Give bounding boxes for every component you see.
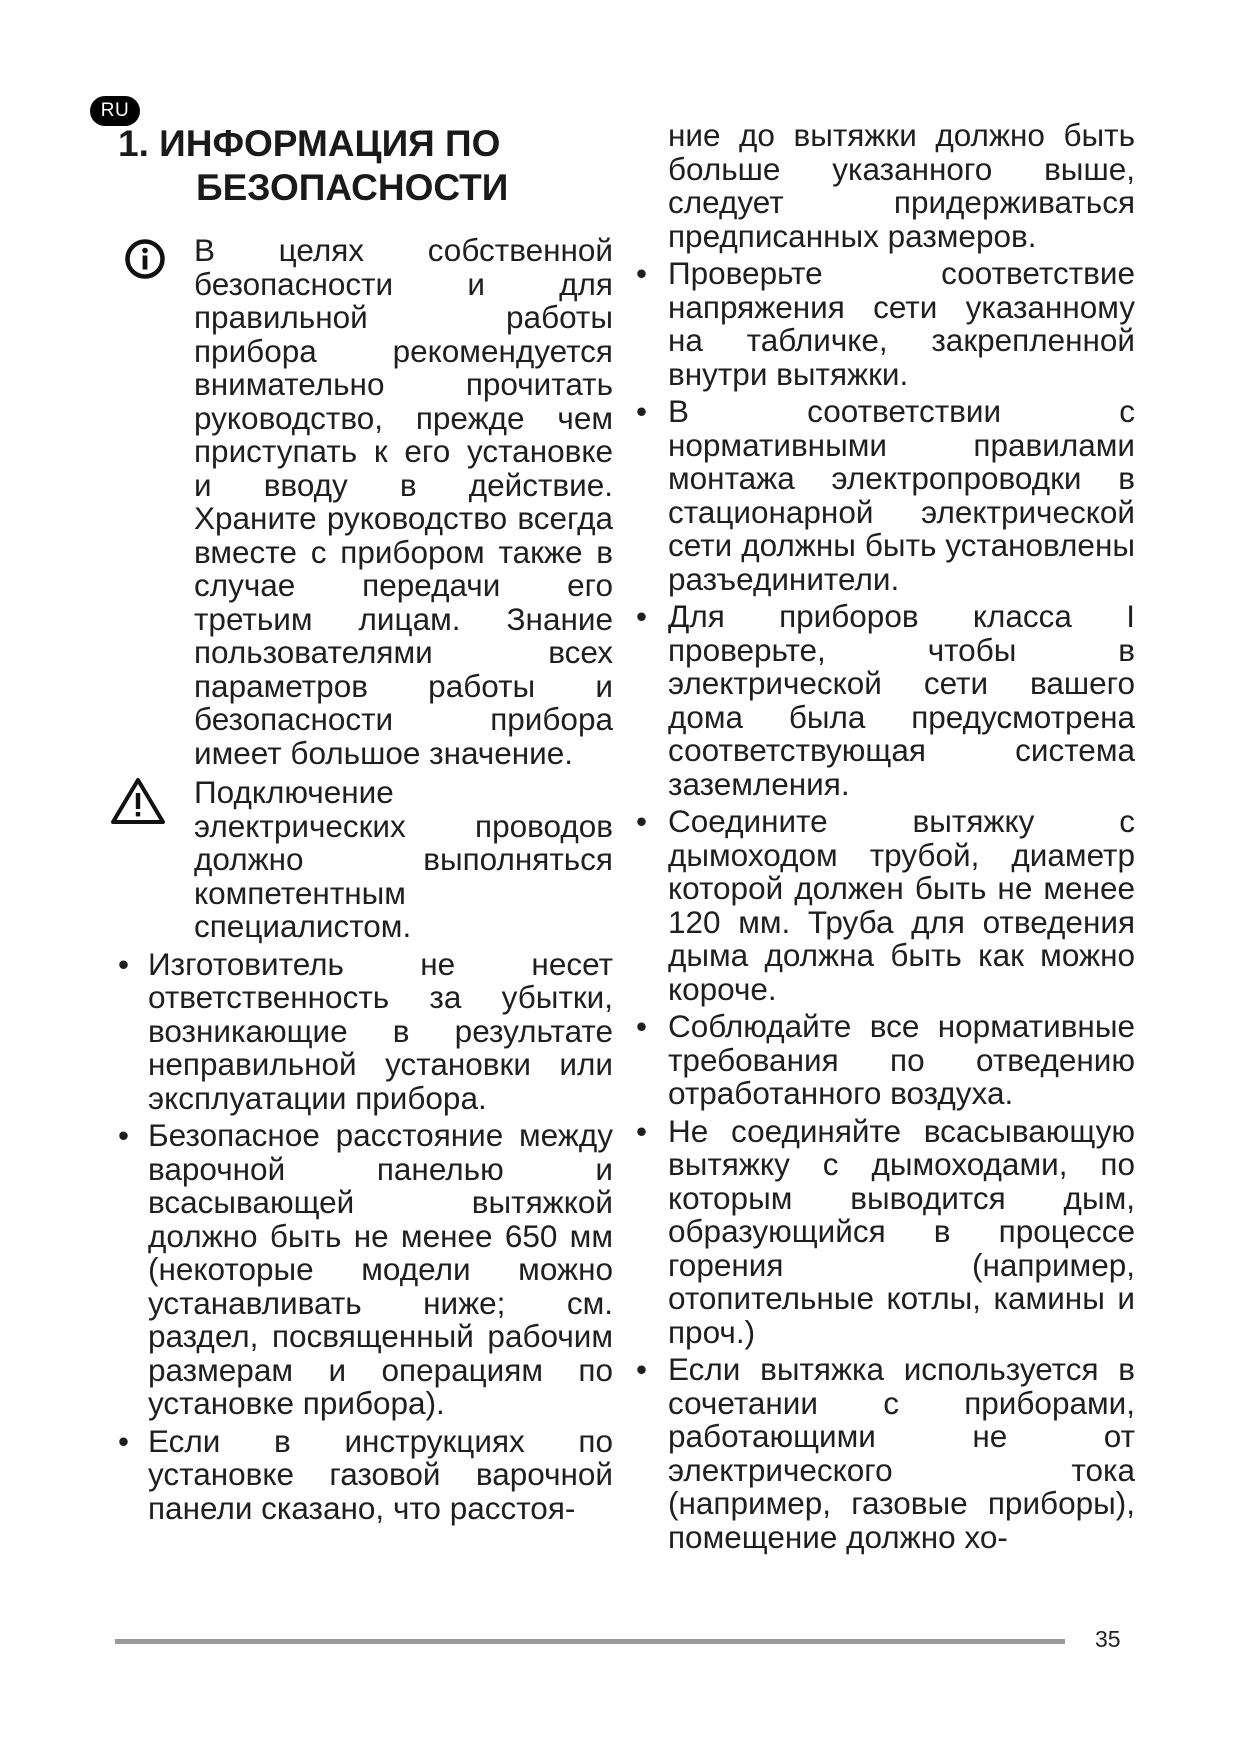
list-item: • Изготовитель не несет ответственность за убытки, возникающие в результате неправильной установки или эксплуатации прибора. bbox=[118, 948, 613, 1116]
list-item: • Безопасное расстояние между варочной панелью и всасывающей вытяжкой должно быть не менее 650 мм (некоторые модели можно устанавливать ниже; см. раздел, посвященный рабочим размерам и операциям по установке прибора). bbox=[118, 1119, 613, 1421]
info-circle-icon bbox=[124, 238, 166, 287]
info-notice bbox=[118, 234, 613, 770]
page-number: 35 bbox=[1095, 1626, 1121, 1652]
right-column bbox=[633, 119, 1135, 1554]
list-item: • Соблюдайте все нормативные требования по отведению отработанного воздуха. bbox=[633, 1010, 1135, 1111]
list-item: • Если в инструкциях по установке газовой варочной панели сказано, что расстоя- bbox=[118, 1425, 613, 1526]
section-title-line2: БЕЗОПАСНОСТИ bbox=[196, 167, 509, 208]
list-item: • Для приборов класса I проверьте, чтобы в электрической сети вашего дома была предусмотрена соответствующая система заземления. bbox=[633, 600, 1135, 801]
warning-triangle-icon bbox=[110, 776, 166, 833]
section-title-line1: 1. ИНФОРМАЦИЯ ПО bbox=[118, 123, 501, 164]
list-item: • Проверьте соответствие напряжения сети указанному на табличке, закрепленной внутри вытяжки. bbox=[633, 257, 1135, 391]
info-notice-text: В целях собственной безопасности и для правильной работы прибора рекомендуется внимательно прочитать руководство, прежде чем приступать к его установке и вводу в действие. Храните руководство всегда вместе с прибором также в случае передачи его третьим лицам. Знание пользователями всех параметров работы и безопасности прибора имеет большое значение. bbox=[194, 232, 613, 771]
list-item: • Не соединяйте всасывающую вытяжку с дымоходами, по которым выводится дым, образующийся в процессе горения (например, отопительные котлы, камины и проч.) bbox=[633, 1115, 1135, 1350]
left-column bbox=[118, 234, 613, 1525]
list-item: • В соответствии с нормативными правилами монтажа электропроводки в стационарной электрической сети должны быть установлены разъединители. bbox=[633, 395, 1135, 596]
continuation-text: ние до вытяжки должно быть больше указанного выше, следует придерживаться предписанных размеров. bbox=[668, 117, 1135, 254]
list-item: • Соедините вытяжку с дымоходом трубой, диаметр которой должен быть не менее 120 мм. Труба для отведения дыма должна быть как можно короче. bbox=[633, 805, 1135, 1006]
warning-notice bbox=[118, 776, 613, 944]
section-title bbox=[118, 122, 638, 210]
list-item: • Если вытяжка используется в сочетании с приборами, работающими не от электрического тока (например, газовые приборы), помещение должно хо- bbox=[633, 1353, 1135, 1554]
footer-divider bbox=[115, 1639, 1065, 1644]
language-badge: RU bbox=[90, 96, 140, 126]
warning-notice-text: Подключение электрических проводов должно выполняться компетентным специалистом. bbox=[194, 774, 613, 944]
